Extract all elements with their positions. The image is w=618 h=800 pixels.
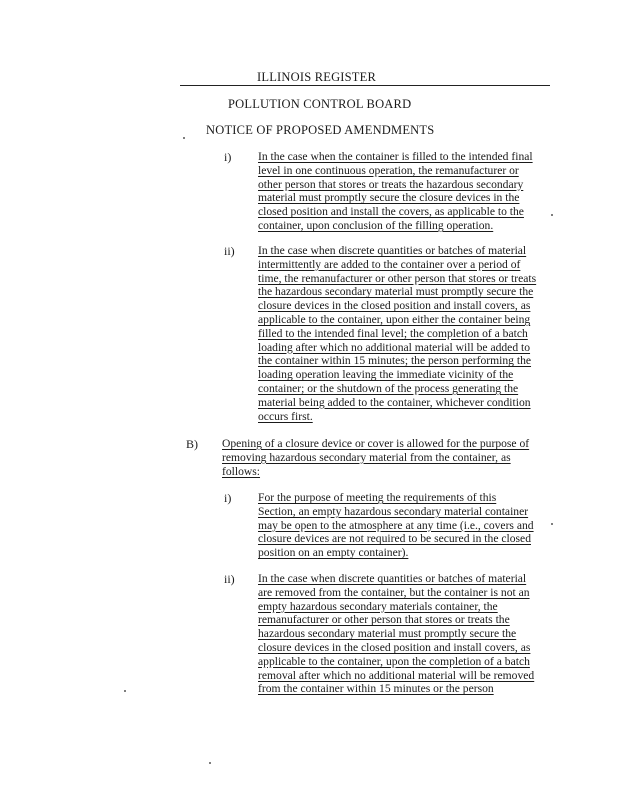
text-line: time, the remanufacturer or other person that stores or treats (258, 271, 537, 285)
item-text (258, 244, 544, 423)
text-line: the container within 15 minutes; the person performing the (258, 354, 532, 368)
text-line: occurs first. (258, 409, 313, 423)
text-line: closure devices in the closed position and install covers, as (258, 640, 531, 654)
text-line: In the case when discrete quantities or batches of material (258, 572, 527, 585)
scan-speck (124, 690, 126, 692)
text-line: For the purpose of meeting the requirements of this (258, 491, 497, 504)
text-line: applicable to the container, upon the completion of a batch (258, 654, 530, 668)
text-line: hazardous secondary material must promptly secure the (258, 627, 517, 641)
text-line: Opening of a closure device or cover is allowed for the purpose of (222, 437, 530, 450)
text-line: are removed from the container, but the container is not an (258, 585, 530, 599)
item-label: ii) (224, 244, 235, 258)
board-title: POLLUTION CONTROL BOARD (228, 97, 412, 111)
text-line: material must promptly secure the closure devices in the (258, 191, 520, 205)
text-line: closed position and install the covers, as applicable to the (258, 205, 524, 219)
text-line: closure devices in the closed position and install covers, as (258, 299, 531, 313)
item-text (258, 491, 544, 560)
item-label: ii) (224, 572, 235, 586)
text-line: position on an empty container). (258, 546, 409, 560)
text-line: filled to the intended final level; the completion of a batch (258, 326, 528, 340)
text-line: the hazardous secondary material must promptly secure the (258, 285, 534, 299)
text-line: empty hazardous secondary materials container, the (258, 599, 498, 613)
text-line: container, upon conclusion of the filling operation. (258, 218, 494, 232)
text-line: from the container within 15 minutes or the person (258, 682, 494, 696)
text-line: other person that stores or treats the hazardous secondary (258, 177, 524, 191)
item-label: i) (224, 150, 232, 164)
text-line: loading operation leaving the immediate vicinity of the (258, 368, 514, 382)
text-line: follows: (222, 464, 261, 478)
item-label: i) (224, 491, 232, 505)
text-line: remanufacturer or other person that stores or treats the (258, 613, 510, 627)
scan-speck (183, 137, 185, 139)
item-text (222, 437, 544, 478)
item-text (258, 150, 544, 233)
text-line: container; or the shutdown of the process generating the (258, 381, 519, 395)
text-line: In the case when discrete quantities or batches of material (258, 244, 527, 257)
notice-title: NOTICE OF PROPOSED AMENDMENTS (206, 123, 435, 137)
text-line: In the case when the container is filled to the intended final (258, 150, 533, 163)
text-line: level in one continuous operation, the remanufacturer or (258, 163, 519, 177)
scan-speck (209, 762, 211, 764)
text-line: Section, an empty hazardous secondary material container (258, 504, 529, 518)
text-line: removal after which no additional material will be removed (258, 668, 535, 682)
text-line: intermittently are added to the container over a period of (258, 257, 521, 271)
text-line: closure devices are not required to be secured in the closed (258, 532, 531, 546)
text-line: material being added to the container, whichever condition (258, 395, 531, 409)
item-text (258, 572, 544, 696)
register-title: ILLINOIS REGISTER (257, 70, 377, 84)
header-rule (180, 85, 550, 86)
scan-speck (551, 523, 553, 525)
text-line: removing hazardous secondary material from the container, as (222, 450, 511, 464)
scan-speck (551, 214, 553, 216)
text-line: loading after which no additional material will be added to (258, 340, 531, 354)
text-line: may be open to the atmosphere at any time (i.e., covers and (258, 518, 534, 532)
text-line: applicable to the container, upon either the container being (258, 312, 531, 326)
item-label: B) (186, 437, 198, 451)
